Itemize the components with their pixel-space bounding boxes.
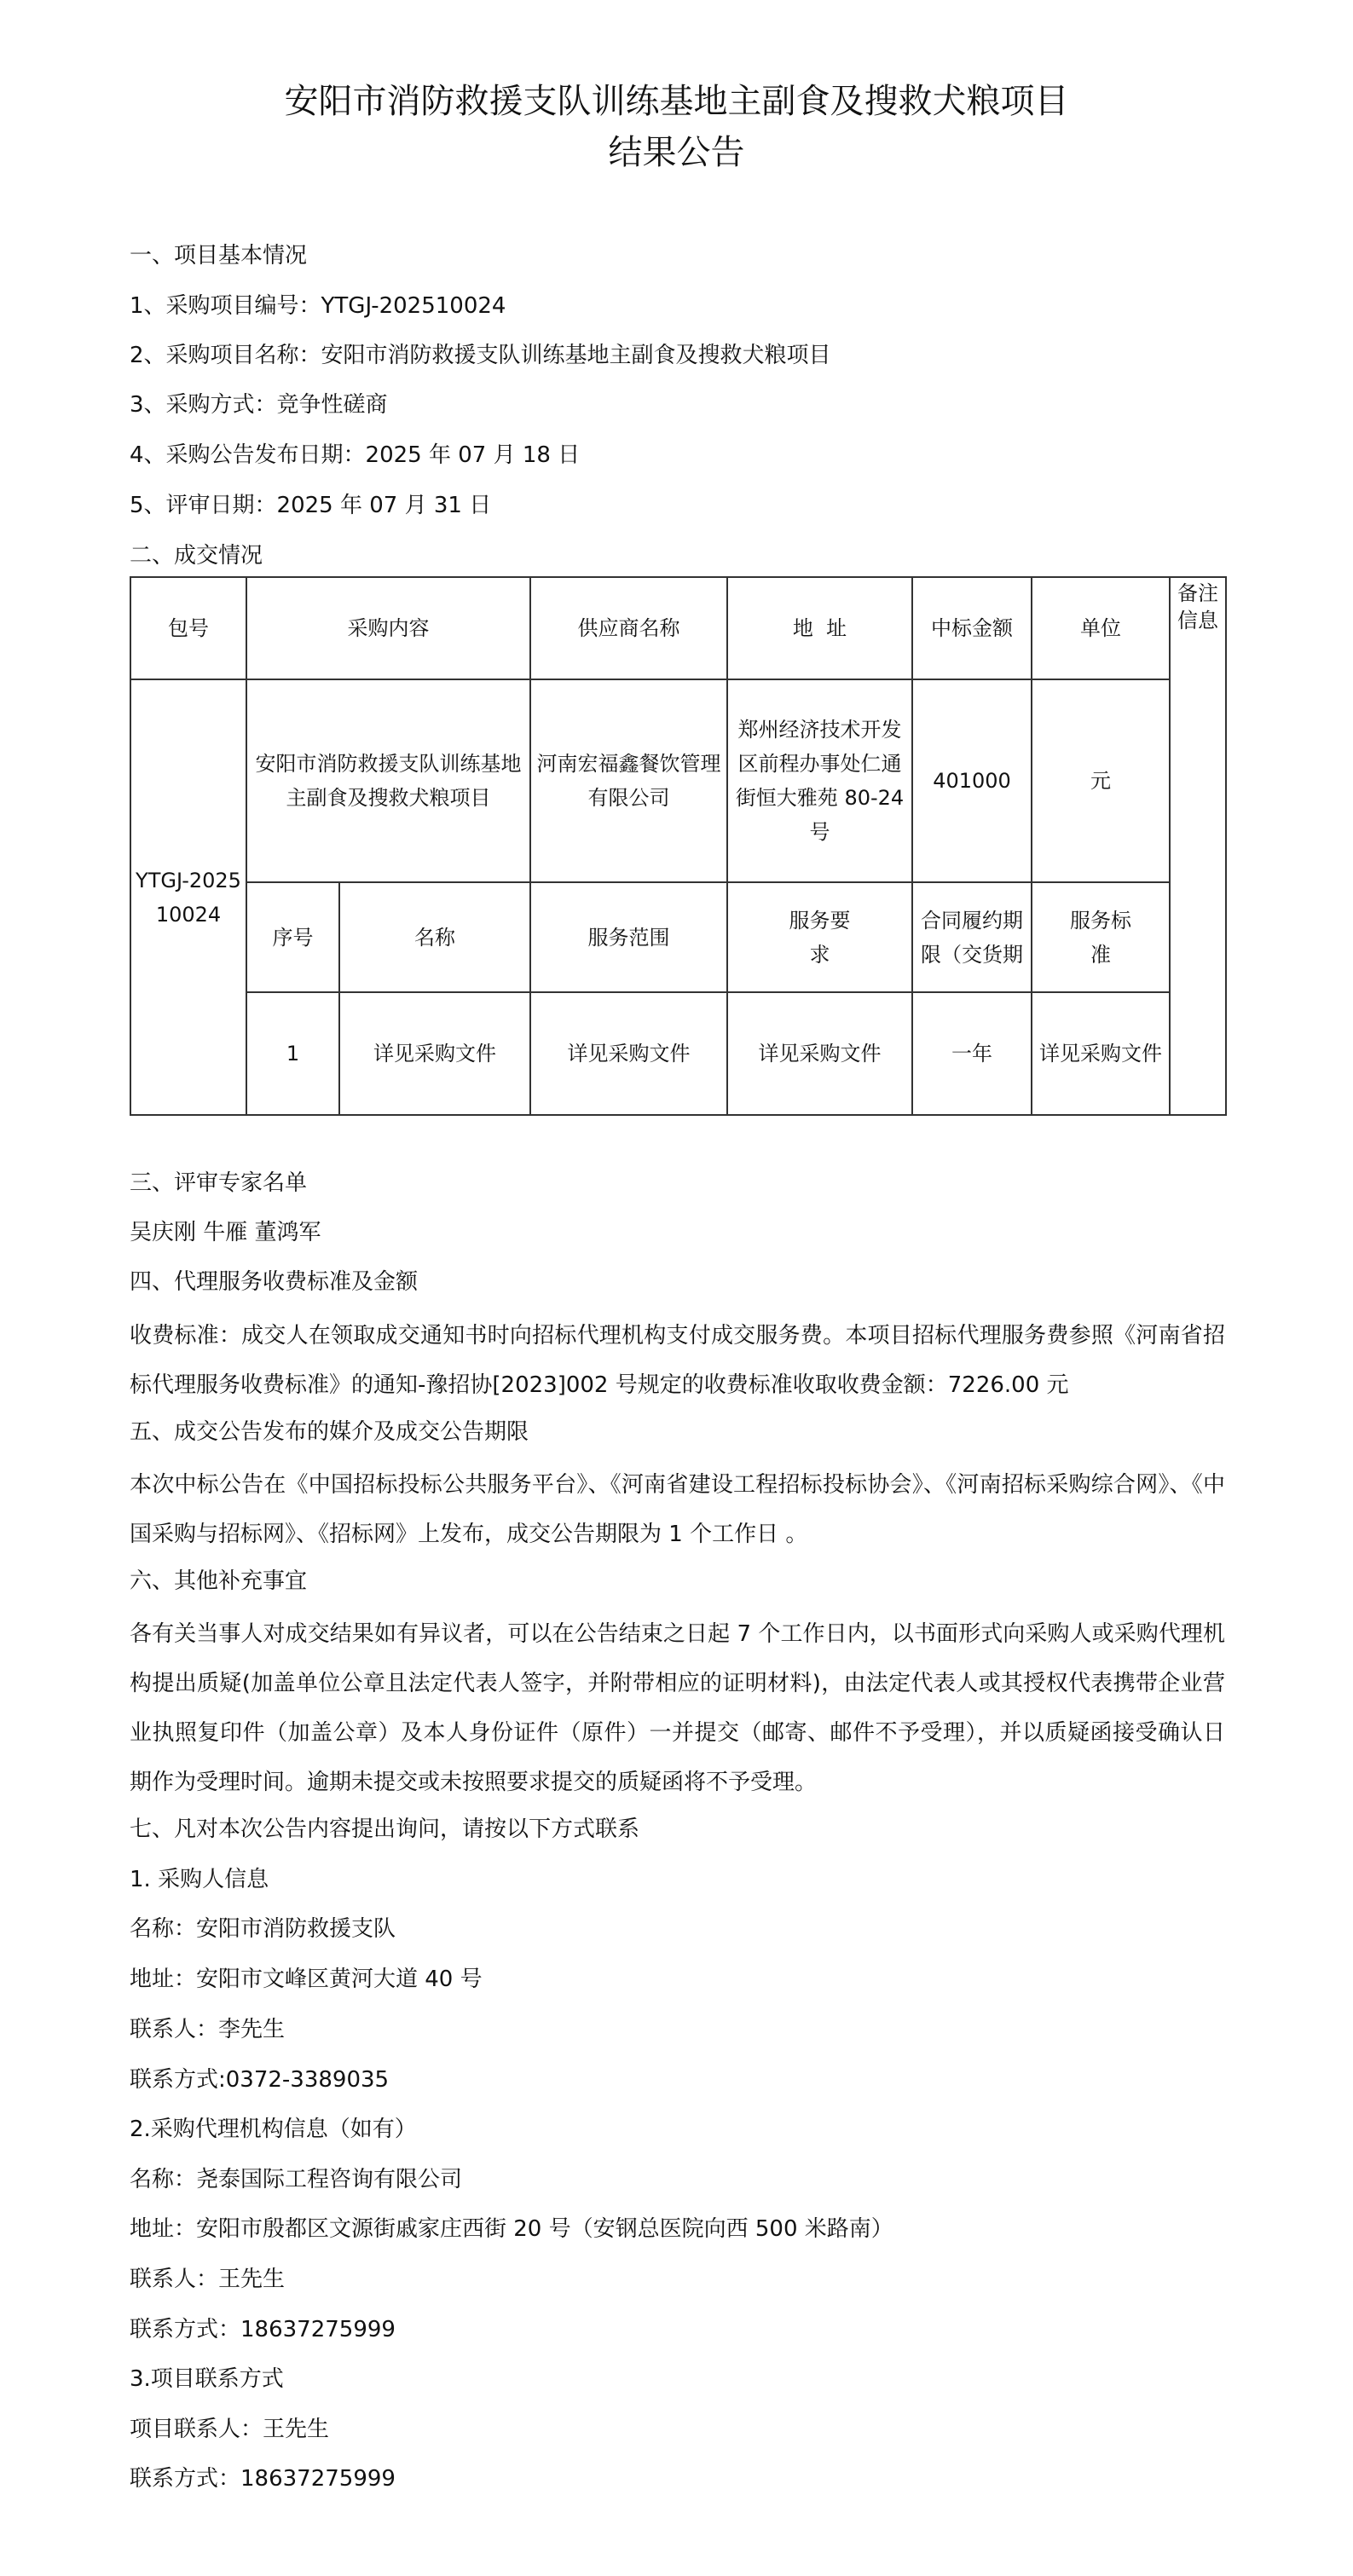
- section6-heading: 六、其他补充事宜: [130, 1568, 308, 1594]
- award-table: [130, 576, 1227, 1116]
- item-standard: 详见采购文件: [1032, 992, 1170, 1115]
- expert-names: 吴庆刚 牛雁 董鸿军: [130, 1220, 321, 1245]
- award-amount: 401000: [912, 679, 1032, 882]
- agency-phone: 联系方式：18637275999: [130, 2317, 396, 2342]
- project-name: 2、采购项目名称：安阳市消防救援支队训练基地主副食及搜救犬粮项目: [130, 343, 831, 368]
- project-contact: 项目联系人：王先生: [130, 2417, 330, 2442]
- supplier-name: 河南宏福鑫餐饮管理有限公司: [530, 679, 727, 882]
- subheader-seq: 序号: [246, 882, 339, 992]
- agency-name: 名称：尧泰国际工程咨询有限公司: [130, 2167, 463, 2192]
- section7-heading: 七、凡对本次公告内容提出询问，请按以下方式联系: [130, 1816, 640, 1842]
- agency-heading: 2.采购代理机构信息（如有）: [130, 2117, 417, 2142]
- header-package: 包号: [130, 577, 246, 679]
- section5-heading: 五、成交公告发布的媒介及成交公告期限: [130, 1419, 529, 1445]
- item-seq: 1: [246, 992, 339, 1115]
- section1-heading: 一、项目基本情况: [130, 243, 308, 269]
- subheader-scope: 服务范围: [530, 882, 727, 992]
- purchaser-name: 名称：安阳市消防救援支队: [130, 1916, 396, 1942]
- notice-subtitle: 结果公告: [608, 133, 745, 172]
- item-name: 详见采购文件: [339, 992, 530, 1115]
- agency-contact: 联系人：王先生: [130, 2267, 286, 2292]
- header-address: 地 址: [727, 577, 912, 679]
- subheader-name: 名称: [339, 882, 530, 992]
- purchase-content: 安阳市消防救援支队训练基地主副食及搜救犬粮项目: [246, 679, 530, 882]
- item-period: 一年: [912, 992, 1032, 1115]
- supplier-address: 郑州经济技术开发区前程办事处仁通街恒大雅苑 80-24 号: [727, 679, 912, 882]
- purchaser-address: 地址：安阳市文峰区黄河大道 40 号: [130, 1967, 483, 1992]
- subheader-standard: 服务标准: [1032, 882, 1170, 992]
- procurement-method: 3、采购方式：竞争性磋商: [130, 392, 388, 418]
- header-content: 采购内容: [246, 577, 530, 679]
- project-number: 1、采购项目编号：YTGJ-202510024: [130, 293, 506, 319]
- header-remark: 备注信息: [1170, 577, 1226, 1115]
- item-scope: 详见采购文件: [530, 992, 727, 1115]
- agency-address: 地址：安阳市殷都区文源街戚家庄西街 20 号（安钢总医院向西 500 米路南）: [130, 2216, 893, 2242]
- fee-standard-text: 收费标准：成交人在领取成交通知书时向招标代理机构支付成交服务费。本项目招标代理服务费参照《河南省招标代理服务收费标准》的通知-豫招协[2023]002 号规定的收费标准收取收费金额：7226.00 元: [130, 1323, 1225, 1398]
- notice-title: 安阳市消防救援支队训练基地主副食及搜救犬粮项目: [284, 82, 1069, 121]
- section3-heading: 三、评审专家名单: [130, 1170, 308, 1196]
- subheader-period: 合同履约期限（交货期: [912, 882, 1032, 992]
- announcement-date: 4、采购公告发布日期：2025 年 07 月 18 日: [130, 442, 581, 468]
- award-unit: 元: [1032, 679, 1170, 882]
- project-phone: 联系方式：18637275999: [130, 2466, 396, 2492]
- item-requirement: 详见采购文件: [727, 992, 912, 1115]
- header-amount: 中标金额: [912, 577, 1032, 679]
- publication-media-text: 本次中标公告在《中国招标投标公共服务平台》、《河南省建设工程招标投标协会》、《河南招标采购综合网》、《中国采购与招标网》、《招标网》上发布，成交公告期限为 1 个工作日 。: [130, 1472, 1225, 1547]
- header-supplier: 供应商名称: [530, 577, 727, 679]
- purchaser-phone: 联系方式:0372-3389035: [130, 2067, 390, 2093]
- header-unit: 单位: [1032, 577, 1170, 679]
- package-number: YTGJ-202510024: [130, 679, 246, 1115]
- project-contact-heading: 3.项目联系方式: [130, 2366, 284, 2392]
- subheader-requirement: 服务要求: [727, 882, 912, 992]
- review-date: 5、评审日期：2025 年 07 月 31 日: [130, 493, 492, 518]
- section4-heading: 四、代理服务收费标准及金额: [130, 1269, 419, 1295]
- section2-heading: 二、成交情况: [130, 543, 263, 569]
- purchaser-heading: 1. 采购人信息: [130, 1867, 269, 1892]
- objection-text: 各有关当事人对成交结果如有异议者，可以在公告结束之日起 7 个工作日内，以书面形式向采购人或采购代理机构提出质疑(加盖单位公章且法定代表人签字，并附带相应的证明材料)，由法定代表人或其授权代表携带企业营业执照复印件（加盖公章）及本人身份证件（原件）一并提交（邮寄、邮件不予受理），并以质疑函接受确认日期作为受理时间。逾期未提交或未按照要求提交的质疑函将不予受理。: [130, 1621, 1225, 1795]
- purchaser-contact: 联系人：李先生: [130, 2017, 286, 2042]
